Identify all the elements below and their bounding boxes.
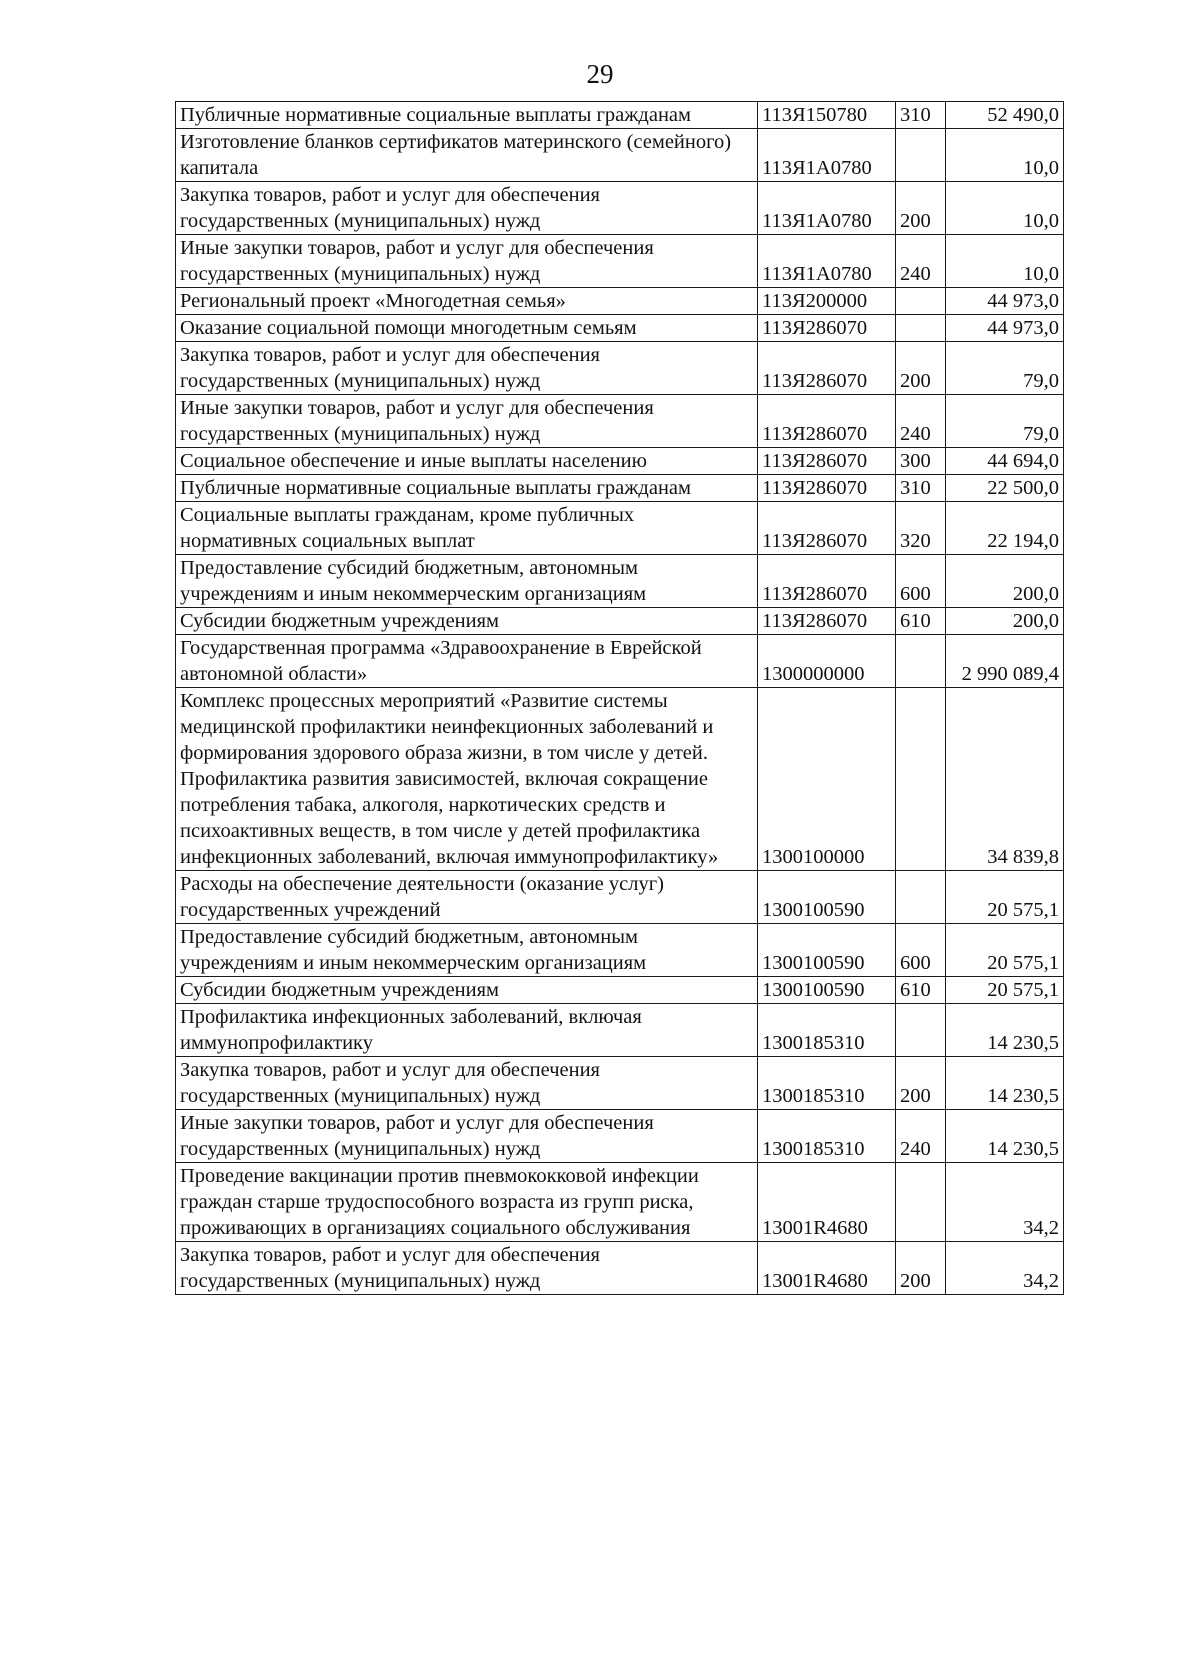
row-type-cell: 200 — [896, 1057, 946, 1110]
table-row — [176, 555, 1064, 608]
row-amount-cell: 200,0 — [946, 608, 1064, 635]
table-row — [176, 1057, 1064, 1110]
table-row — [176, 182, 1064, 235]
row-name-cell: Изготовление бланков сертификатов материнского (семейного) капитала — [176, 129, 758, 182]
table-row — [176, 1163, 1064, 1242]
row-type-cell: 320 — [896, 502, 946, 555]
row-name-cell: Субсидии бюджетным учреждениям — [176, 608, 758, 635]
row-type-cell — [896, 688, 946, 871]
row-code-cell: 113Я286070 — [758, 608, 896, 635]
table-row — [176, 1004, 1064, 1057]
row-amount-cell: 34,2 — [946, 1242, 1064, 1295]
row-amount-cell: 52 490,0 — [946, 102, 1064, 129]
row-type-cell: 600 — [896, 555, 946, 608]
row-name-cell: Социальное обеспечение и иные выплаты населению — [176, 448, 758, 475]
row-code-cell: 113Я1А0780 — [758, 182, 896, 235]
row-name-cell: Комплекс процессных мероприятий «Развитие системы медицинской профилактики неинфекционных заболеваний и формирования здорового образа жизни, в том числе у детей. Профилактика развития зависимостей, включая сокращение потребления табака, алкоголя, наркотических средств и психоактивных веществ, в том числе у детей профилактика инфекционных заболеваний, включая иммунопрофилактику» — [176, 688, 758, 871]
row-type-cell — [896, 1163, 946, 1242]
row-code-cell: 113Я1А0780 — [758, 235, 896, 288]
row-name-cell: Предоставление субсидий бюджетным, автономным учреждениям и иным некоммерческим организациям — [176, 555, 758, 608]
row-type-cell: 240 — [896, 235, 946, 288]
row-code-cell: 113Я1А0780 — [758, 129, 896, 182]
row-amount-cell: 79,0 — [946, 342, 1064, 395]
row-amount-cell: 200,0 — [946, 555, 1064, 608]
row-code-cell: 113Я286070 — [758, 315, 896, 342]
table-row — [176, 235, 1064, 288]
row-amount-cell: 14 230,5 — [946, 1110, 1064, 1163]
table-row — [176, 448, 1064, 475]
row-type-cell: 610 — [896, 977, 946, 1004]
row-type-cell: 200 — [896, 182, 946, 235]
row-type-cell — [896, 129, 946, 182]
row-type-cell — [896, 315, 946, 342]
row-type-cell: 200 — [896, 1242, 946, 1295]
row-amount-cell: 20 575,1 — [946, 924, 1064, 977]
row-name-cell: Закупка товаров, работ и услуг для обеспечения государственных (муниципальных) нужд — [176, 1242, 758, 1295]
row-amount-cell: 34 839,8 — [946, 688, 1064, 871]
row-name-cell: Публичные нормативные социальные выплаты гражданам — [176, 475, 758, 502]
row-type-cell: 610 — [896, 608, 946, 635]
row-type-cell — [896, 871, 946, 924]
row-code-cell: 113Я286070 — [758, 475, 896, 502]
row-code-cell: 113Я150780 — [758, 102, 896, 129]
table-row — [176, 475, 1064, 502]
row-amount-cell: 22 194,0 — [946, 502, 1064, 555]
table-row — [176, 688, 1064, 871]
row-code-cell: 1300100590 — [758, 871, 896, 924]
row-code-cell: 113Я286070 — [758, 555, 896, 608]
table-row — [176, 129, 1064, 182]
row-type-cell: 600 — [896, 924, 946, 977]
row-code-cell: 113Я286070 — [758, 395, 896, 448]
row-name-cell: Публичные нормативные социальные выплаты гражданам — [176, 102, 758, 129]
table-row — [176, 924, 1064, 977]
row-type-cell — [896, 635, 946, 688]
table-row — [176, 977, 1064, 1004]
table-row — [176, 342, 1064, 395]
row-code-cell: 1300185310 — [758, 1057, 896, 1110]
row-amount-cell: 44 694,0 — [946, 448, 1064, 475]
table-row — [176, 1242, 1064, 1295]
row-code-cell: 113Я286070 — [758, 448, 896, 475]
table-row — [176, 502, 1064, 555]
row-name-cell: Социальные выплаты гражданам, кроме публичных нормативных социальных выплат — [176, 502, 758, 555]
row-name-cell: Профилактика инфекционных заболеваний, включая иммунопрофилактику — [176, 1004, 758, 1057]
row-amount-cell: 14 230,5 — [946, 1004, 1064, 1057]
row-name-cell: Региональный проект «Многодетная семья» — [176, 288, 758, 315]
row-code-cell: 1300185310 — [758, 1110, 896, 1163]
row-type-cell: 310 — [896, 102, 946, 129]
row-name-cell: Расходы на обеспечение деятельности (оказание услуг) государственных учреждений — [176, 871, 758, 924]
table-row — [176, 315, 1064, 342]
row-amount-cell: 10,0 — [946, 235, 1064, 288]
row-type-cell: 240 — [896, 395, 946, 448]
row-name-cell: Закупка товаров, работ и услуг для обеспечения государственных (муниципальных) нужд — [176, 182, 758, 235]
row-amount-cell: 20 575,1 — [946, 977, 1064, 1004]
row-name-cell: Субсидии бюджетным учреждениям — [176, 977, 758, 1004]
row-name-cell: Иные закупки товаров, работ и услуг для обеспечения государственных (муниципальных) нужд — [176, 235, 758, 288]
page-number: 29 — [586, 59, 614, 89]
row-name-cell: Закупка товаров, работ и услуг для обеспечения государственных (муниципальных) нужд — [176, 342, 758, 395]
budget-table — [175, 101, 1064, 1295]
row-amount-cell: 2 990 089,4 — [946, 635, 1064, 688]
row-code-cell: 1300185310 — [758, 1004, 896, 1057]
row-amount-cell: 14 230,5 — [946, 1057, 1064, 1110]
row-name-cell: Государственная программа «Здравоохранение в Еврейской автономной области» — [176, 635, 758, 688]
row-type-cell: 240 — [896, 1110, 946, 1163]
row-code-cell: 113Я286070 — [758, 342, 896, 395]
row-amount-cell: 44 973,0 — [946, 315, 1064, 342]
row-type-cell — [896, 288, 946, 315]
table-row — [176, 102, 1064, 129]
table-row — [176, 395, 1064, 448]
row-name-cell: Иные закупки товаров, работ и услуг для обеспечения государственных (муниципальных) нужд — [176, 1110, 758, 1163]
row-name-cell: Проведение вакцинации против пневмококковой инфекции граждан старше трудоспособного возраста из групп риска, проживающих в организациях социального обслуживания — [176, 1163, 758, 1242]
row-name-cell: Предоставление субсидий бюджетным, автономным учреждениям и иным некоммерческим организациям — [176, 924, 758, 977]
row-name-cell: Иные закупки товаров, работ и услуг для обеспечения государственных (муниципальных) нужд — [176, 395, 758, 448]
row-amount-cell: 22 500,0 — [946, 475, 1064, 502]
table-row — [176, 635, 1064, 688]
row-amount-cell: 10,0 — [946, 129, 1064, 182]
row-type-cell: 300 — [896, 448, 946, 475]
table-row — [176, 871, 1064, 924]
row-type-cell: 200 — [896, 342, 946, 395]
row-amount-cell: 44 973,0 — [946, 288, 1064, 315]
row-code-cell: 113Я200000 — [758, 288, 896, 315]
table-row — [176, 608, 1064, 635]
row-code-cell: 113Я286070 — [758, 502, 896, 555]
row-code-cell: 13001R4680 — [758, 1242, 896, 1295]
row-name-cell: Оказание социальной помощи многодетным семьям — [176, 315, 758, 342]
row-code-cell: 1300100000 — [758, 688, 896, 871]
row-amount-cell: 79,0 — [946, 395, 1064, 448]
row-type-cell: 310 — [896, 475, 946, 502]
row-amount-cell: 10,0 — [946, 182, 1064, 235]
row-amount-cell: 20 575,1 — [946, 871, 1064, 924]
table-row — [176, 288, 1064, 315]
row-type-cell — [896, 1004, 946, 1057]
row-code-cell: 1300100590 — [758, 924, 896, 977]
row-code-cell: 1300000000 — [758, 635, 896, 688]
row-name-cell: Закупка товаров, работ и услуг для обеспечения государственных (муниципальных) нужд — [176, 1057, 758, 1110]
row-code-cell: 1300100590 — [758, 977, 896, 1004]
table-row — [176, 1110, 1064, 1163]
budget-table-body — [176, 102, 1064, 1295]
row-code-cell: 13001R4680 — [758, 1163, 896, 1242]
row-amount-cell: 34,2 — [946, 1163, 1064, 1242]
